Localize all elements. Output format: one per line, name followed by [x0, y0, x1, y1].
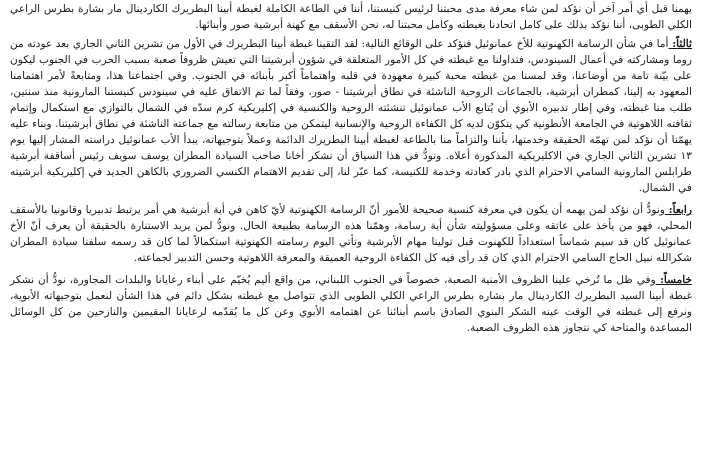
paragraph-fifth	[10, 272, 692, 336]
page-bottom-fade	[0, 453, 702, 459]
paragraph-third	[10, 36, 692, 196]
paragraph-text: ونودُّ أن نؤكد لمن يهمه أن يكون في معرفة كنسية صحيحة للأمور أنّ الرسامة الكهنوتية لأيّ كاهن في أية أبرشية هي أمر يرتبط تدبيريا وقانونيا بالأسقف المحلي، فهو من يأخذ على عاتقه وعلى مسؤوليته شأن أية رسامة، وهمّنا هذه الرسامة بطبيعة الحال. ونودُّ لمن يريد الاستنارة بالحقيقة أن يعرف أنّ الأخ عمانوئيل كان قد سيم شماساً استعداداً للكهنوت قبل تولينا مهام الأبرشية وتأتي اليوم رسامته الكهنوتية استكمالاً لما كان قد رسمه سلفنا سيادة المطران شكرالله نبيل الحاج السامي الاحترام الذي كان قد رأى فيه كل الكفاءة الروحية العميقة والمعرفة اللاهوتية وحسن التدبير لجماعته.	[10, 204, 692, 264]
paragraph-label: خامساً:	[655, 274, 692, 286]
paragraph-label: ثالثاً:	[668, 38, 692, 50]
paragraph-text: يهمنا قبل أي أمر آخر أن نؤكد لمن شاء معرفة مدى محبتنا لرئيس كنيستنا، أننا في الطاعة الكاملة لغبطة أبينا البطريرك الكاردينال مار بشارة بطرس الراعي الكلي الطوبى، أننا نؤكد بذلك على كامل اتحادنا بغبطته وكامل محبتنا له، نحن الأسقف مع كهنة أبرشية صور وأبنائها.	[10, 3, 692, 31]
paragraph-text: أما في شأن الرسامة الكهنوتية للأخ عمانوئيل فنؤكد على الوقائع التالية: لقد التقينا غبطة أبينا البطريرك في الأول من تشرين الثاني الجاري بعد عودته من روما ومشاركته في أعمال السينودس، فتداولنا مع غبطته في كل الأمور المتعلقة في شؤون أبرشيتنا التي تعيش ظروفاً صعبة بسبب الحرب في الجنوب ليكون على بيّنة تامة من أوضاعنا، وقد لمسنا من غبطته محبة كبيرة معهودة في قلبه واهتماماً أكبر بأبنائه في الجنوب. وفي اجتماعنا هذا، ومتابعةً لأمر اهتمامنا المعهود به إلينا، كمطران أبرشية، بالجماعات الروحية الناشئة في نطاق أبرشيتنا - صور، وفقاً لما تم الاتفاق عليه في سينودس كنيستنا المارونية منذ سنتين، طلب منا غبطته، وفي إطار تدبيره الأبوي أن يُتابع الأب عمانوئيل تنشئته الروحية والكنسية في إكليريكية كرم سدّه في الشمال بالتوازي مع استكمال وإتمام ثقافته اللاهوتية في الجامعة الأنطونية كي يتكوّن لديه كل الكفاءة الروحية والإنسانية ليتمكن من متابعة رسالته مع جماعته الناشئة في نطاق أبرشيتنا. وبناء عليه يهمّنا أن نؤكد لمن تهمّه الحقيقة وخدمتها، بأننا والتزاماً منا بالطاعة لغبطة أبينا البطريرك الدائمة وعملاً بتوجيهاته، يبدأ الأب عمانوئيل دراسته المشار إليها يوم ١٣ تشرين الثاني الجاري في الاكليريكية المذكورة أعلاه. ونودُّ في هذا السياق أن نشكر أخانا صاحب السيادة المطران يوسف سويف رئيس أساقفة أبرشية طرابلس المارونية السامي الاحترام الذي بادر كعادته وخدمة للكنيسة، كما عبّر لنا، إلى تقديم الاهتمام الكنسي الضروري بالكاهن الجديد في إكليريكية أبرشيته في الشمال.	[10, 38, 692, 194]
paragraph-label: رابعاً:	[664, 204, 692, 216]
paragraph-fourth	[10, 202, 692, 266]
paragraph-intro	[10, 1, 692, 33]
paragraph-text: وفي ظل ما تُرخي علينا الظروف الأمنية الصعبة، خصوصاً في الجنوب اللبناني، من واقع أليم يُخيّم على أبناء رعايانا والبلدات المجاورة، نودُّ أن نشكر غبطة أبينا السيد البطريرك الكاردينال مار بشاره بطرس الراعي الكلي الطوبى الذي تتواصل مع غبطته بشكل دائم في هذا الشأن لنعمل بتوجيهاته الأبوية، ونرفع إلى غبطته في الوقت عينه الشكر البنوي الصادق باسم أبنائنا عن اهتمامه الأبوي وعن كل ما يُقدّمه لرعايانا المقيمين والنازحين من كل الوسائل المساعدة والمتاحة كي نتجاوز هذه الظروف الصعبة.	[10, 274, 692, 334]
